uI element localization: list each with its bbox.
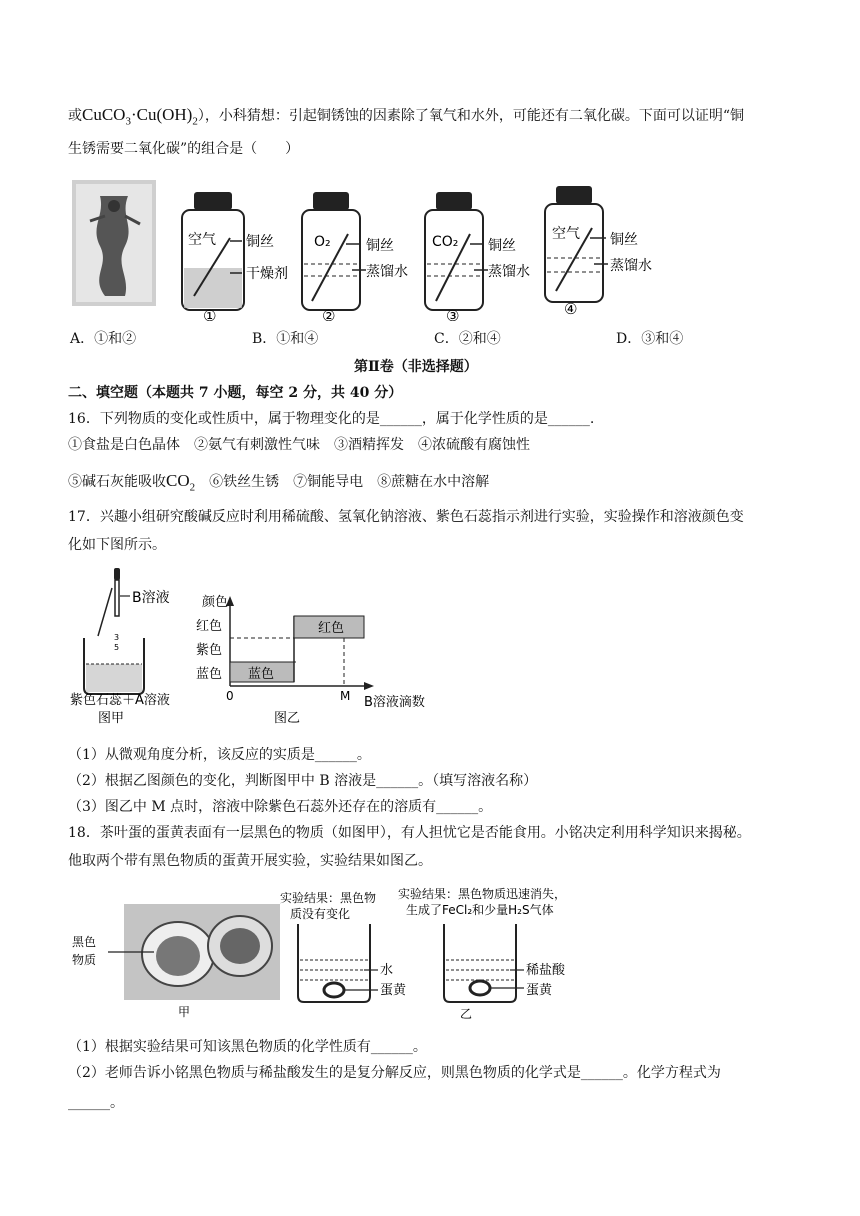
q15-line1 bbox=[68, 104, 744, 132]
yolk-label-2: 蛋黄 bbox=[526, 983, 553, 998]
tea-egg-figure bbox=[68, 884, 608, 1024]
co2-text: CO bbox=[166, 471, 190, 490]
jar2-gas: O₂ bbox=[314, 234, 331, 250]
result-1-line-2: 质没有变化 bbox=[290, 907, 351, 921]
jar4-number: ④ bbox=[564, 300, 578, 318]
q17-stem-1: 17．兴趣小组研究酸碱反应时利用稀硫酸、氢氧化钠溶液、紫色石蕊指示剂进行实验，实验操作和溶液颜色变 bbox=[68, 509, 744, 525]
black-substance-label-2: 物质 bbox=[72, 953, 97, 967]
formula-cuoh: ·Cu(OH) bbox=[130, 105, 193, 124]
co2-sub: 2 bbox=[189, 481, 196, 494]
figure-a-beaker bbox=[70, 568, 170, 726]
jar-1 bbox=[182, 192, 288, 321]
result-2-line-2: 生成了FeCl₂和少量H₂S气体 bbox=[406, 903, 554, 917]
jar-4 bbox=[545, 186, 652, 318]
q17-stem-2: 化如下图所示。 bbox=[68, 537, 166, 553]
jar3-label-water: 蒸馏水 bbox=[488, 264, 530, 280]
q15-prefix: 或 bbox=[68, 108, 82, 124]
q18-sub-1: （1）根据实验结果可知该黑色物质的化学性质有______。 bbox=[68, 1039, 427, 1055]
jar1-gas: 空气 bbox=[188, 232, 216, 248]
option-b: B．①和④ bbox=[252, 331, 319, 347]
jar-3 bbox=[425, 192, 530, 321]
beaker-water bbox=[280, 890, 407, 1002]
q15-rest: ），小科猜想：引起铜锈蚀的因素除了氧气和水外，可能还有二氧化碳。下面可以证明“铜 bbox=[197, 108, 745, 124]
basic-copper-carbonate-formula bbox=[82, 105, 198, 128]
q16-item-5: ⑤碱石灰能吸收 bbox=[68, 474, 166, 490]
section-title: 第Ⅱ卷（非选择题） bbox=[354, 359, 478, 375]
svg-text:3: 3 bbox=[114, 633, 120, 642]
acid-label: 稀盐酸 bbox=[526, 963, 566, 978]
q16-stem: 16．下列物质的变化或性质中，属于物理变化的是______，属于化学性质的是______. bbox=[68, 411, 595, 427]
q16-items-6-8: ⑥铁丝生锈 ⑦铜能导电 ⑧蔗糖在水中溶解 bbox=[209, 474, 490, 490]
jar-2 bbox=[302, 192, 408, 321]
q16-items-1: ①食盐是白色晶体 ②氨气有刺激性气味 ③酒精挥发 ④浓硫酸有腐蚀性 bbox=[68, 437, 530, 453]
formula-cuco3: CuCO bbox=[82, 105, 126, 124]
formula-sub-2: 2 bbox=[192, 115, 198, 128]
jar3-number: ③ bbox=[446, 307, 460, 321]
dropper-label: B溶液 bbox=[132, 590, 170, 606]
jar1-label-desiccant: 干燥剂 bbox=[246, 266, 288, 282]
figure-b-caption-beaker: 乙 bbox=[460, 1007, 473, 1021]
option-d: D．③和④ bbox=[616, 331, 684, 347]
figure-b-caption: 图乙 bbox=[274, 711, 301, 726]
m-label: M bbox=[340, 689, 351, 703]
result-1-line-1: 实验结果：黑色物 bbox=[280, 891, 377, 905]
band-blue: 蓝色 bbox=[248, 667, 275, 682]
formula-sub-3: 3 bbox=[125, 115, 131, 128]
q18-sub-2: （2）老师告诉小铭黑色物质与稀盐酸发生的是复分解反应，则黑色物质的化学式是______。化学方程式为 bbox=[68, 1065, 721, 1081]
q16-items-2 bbox=[68, 470, 489, 498]
beaker-acid bbox=[398, 886, 566, 1021]
copper-rust-figure bbox=[70, 176, 690, 321]
jar4-gas: 空气 bbox=[552, 226, 580, 242]
y-axis-title: 颜色 bbox=[202, 595, 229, 610]
jar4-label-water: 蒸馏水 bbox=[610, 258, 652, 274]
beaker-label: 紫色石蕊＋A溶液 bbox=[70, 693, 170, 708]
water-label: 水 bbox=[380, 963, 394, 978]
jar3-label-wire: 铜丝 bbox=[488, 238, 516, 254]
copper-statue-photo bbox=[72, 180, 156, 306]
svg-text:5: 5 bbox=[114, 643, 120, 652]
q18-stem-1: 18．茶叶蛋的蛋黄表面有一层黑色的物质（如图甲），有人担忧它是否能食用。小铭决定利用科学知识来揭秘。 bbox=[68, 825, 751, 841]
part-title: 二、填空题（本题共 7 小题，每空 2 分，共 40 分） bbox=[68, 385, 403, 401]
jar2-label-water: 蒸馏水 bbox=[366, 264, 408, 280]
figure-a-caption-egg: 甲 bbox=[178, 1005, 191, 1019]
x-axis-title: B溶液滴数 bbox=[364, 695, 425, 710]
q17-sub-1: （1）从微观角度分析，该反应的实质是______。 bbox=[68, 747, 371, 763]
egg-photo bbox=[72, 904, 280, 1019]
q18-sub-3: ______。 bbox=[68, 1095, 124, 1111]
co2-formula bbox=[166, 471, 196, 494]
jar1-label-wire: 铜丝 bbox=[246, 234, 274, 250]
origin-label: 0 bbox=[226, 689, 234, 703]
jar2-label-wire: 铜丝 bbox=[366, 238, 394, 254]
figure-b-chart bbox=[196, 594, 425, 726]
jar1-number: ① bbox=[203, 307, 217, 321]
q15-line2: 生锈需要二氧化碳”的组合是（ ） bbox=[68, 141, 300, 157]
band-red: 红色 bbox=[318, 621, 345, 636]
q18-stem-2: 他取两个带有黑色物质的蛋黄开展实验，实验结果如图乙。 bbox=[68, 853, 432, 869]
q17-sub-3: （3）图乙中 M 点时，溶液中除紫色石蕊外还存在的溶质有______。 bbox=[68, 799, 493, 815]
y-label-purple: 紫色 bbox=[196, 643, 223, 658]
q17-sub-2: （2）根据乙图颜色的变化，判断图甲中 B 溶液是______。（填写溶液名称） bbox=[68, 773, 538, 789]
acid-base-figure bbox=[68, 566, 448, 731]
y-label-blue: 蓝色 bbox=[196, 667, 223, 682]
result-2-line-1: 实验结果：黑色物质迅速消失， bbox=[398, 887, 567, 901]
option-c: C．②和④ bbox=[434, 331, 501, 347]
option-a: A．①和② bbox=[70, 331, 137, 347]
black-substance-label-1: 黑色 bbox=[72, 935, 97, 949]
y-label-red: 红色 bbox=[196, 619, 223, 634]
figure-a-caption: 图甲 bbox=[98, 711, 125, 726]
jar3-gas: CO₂ bbox=[432, 234, 459, 250]
jar2-number: ② bbox=[322, 307, 336, 321]
yolk-label-1: 蛋黄 bbox=[380, 983, 407, 998]
jar4-label-wire: 铜丝 bbox=[610, 232, 638, 248]
